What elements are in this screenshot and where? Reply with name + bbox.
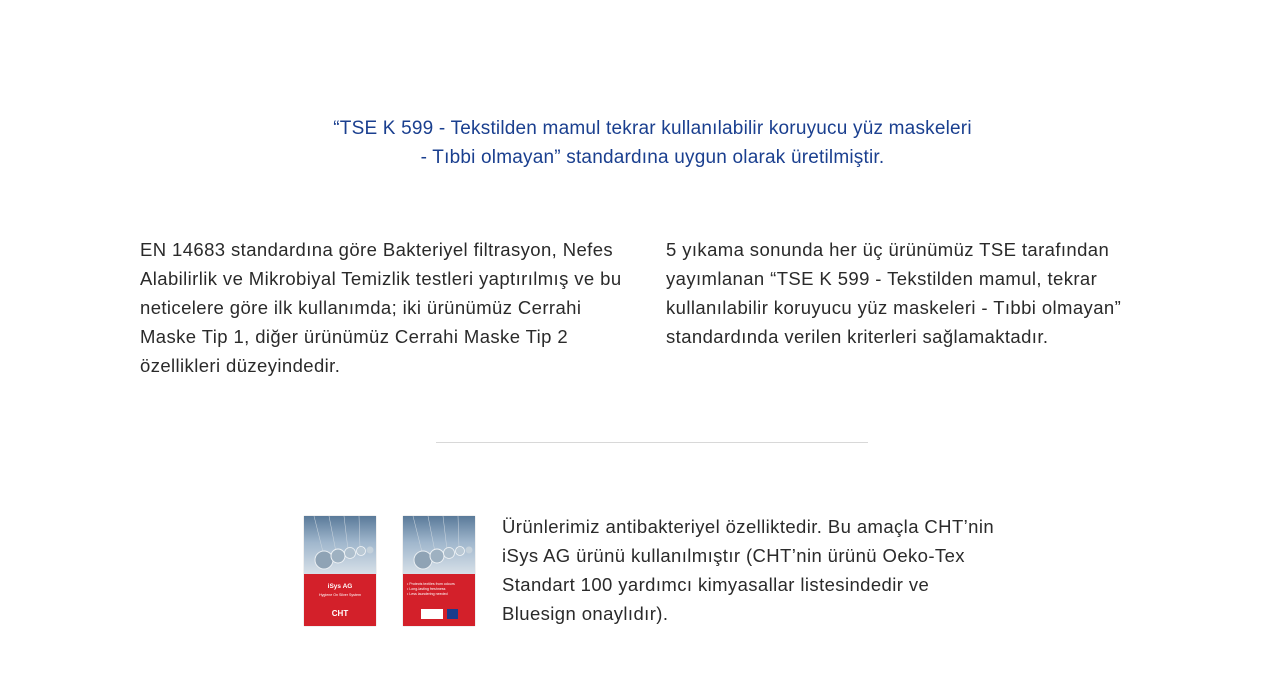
brochure-feature-item: • Long-lasting freshness bbox=[407, 587, 446, 591]
section-divider bbox=[436, 442, 868, 443]
brochure-subtitle: Hygiene On Silver System bbox=[319, 593, 361, 597]
bluesign-badge bbox=[447, 609, 458, 619]
brochure-image-isys-ag bbox=[304, 516, 376, 626]
brochure-title: iSys AG bbox=[327, 583, 353, 590]
brochure-image-features bbox=[403, 516, 475, 626]
brochure-feature-list bbox=[407, 582, 473, 597]
newtons-cradle-image bbox=[304, 516, 376, 574]
cht-logo: CHT bbox=[331, 609, 349, 618]
paragraph-tse-washing: 5 yıkama sonunda her üç ürünümüz TSE tarafından yayımlanan “TSE K 599 - Tekstilden mamul, tekrar kullanılabilir koruyucu yüz maskeleri - Tıbbi olmayan” standardında verilen kriterleri sağlamaktadır. bbox=[666, 239, 1122, 347]
certification-badge bbox=[421, 609, 443, 619]
headline-line-2: - Tıbbi olmayan” standardına uygun olarak üretilmiştir. bbox=[420, 146, 885, 168]
paragraph-en14683: EN 14683 standardına göre Bakteriyel filtrasyon, Nefes Alabilirlik ve Mikrobiyal Temizlik testleri yaptırılmış ve bu neticelere göre ilk kullanımda; iki ürünümüz Cerrahi Maske Tip 1, diğer ürünümüz Cerrahi Maske Tip 2 özellikleri düzeyindedir. bbox=[140, 239, 622, 376]
brochure-feature-item: • Less laundering needed bbox=[407, 592, 448, 596]
headline-line-1: “TSE K 599 - Tekstilden mamul tekrar kullanılabilir koruyucu yüz maskeleri bbox=[333, 117, 972, 139]
newtons-cradle-image bbox=[403, 516, 475, 574]
brochure-feature-item: • Protects textiles from odours bbox=[407, 582, 455, 586]
headline bbox=[240, 114, 1065, 172]
paragraph-antibacterial: Ürünlerimiz antibakteriyel özelliktedir. Bu amaçla CHT’nin iSys AG ürünü kullanılmıştır (CHT’nin ürünü Oeko-Tex Standart 100 yardımcı kimyasallar listesindedir ve Bluesign onaylıdır). bbox=[502, 516, 995, 624]
